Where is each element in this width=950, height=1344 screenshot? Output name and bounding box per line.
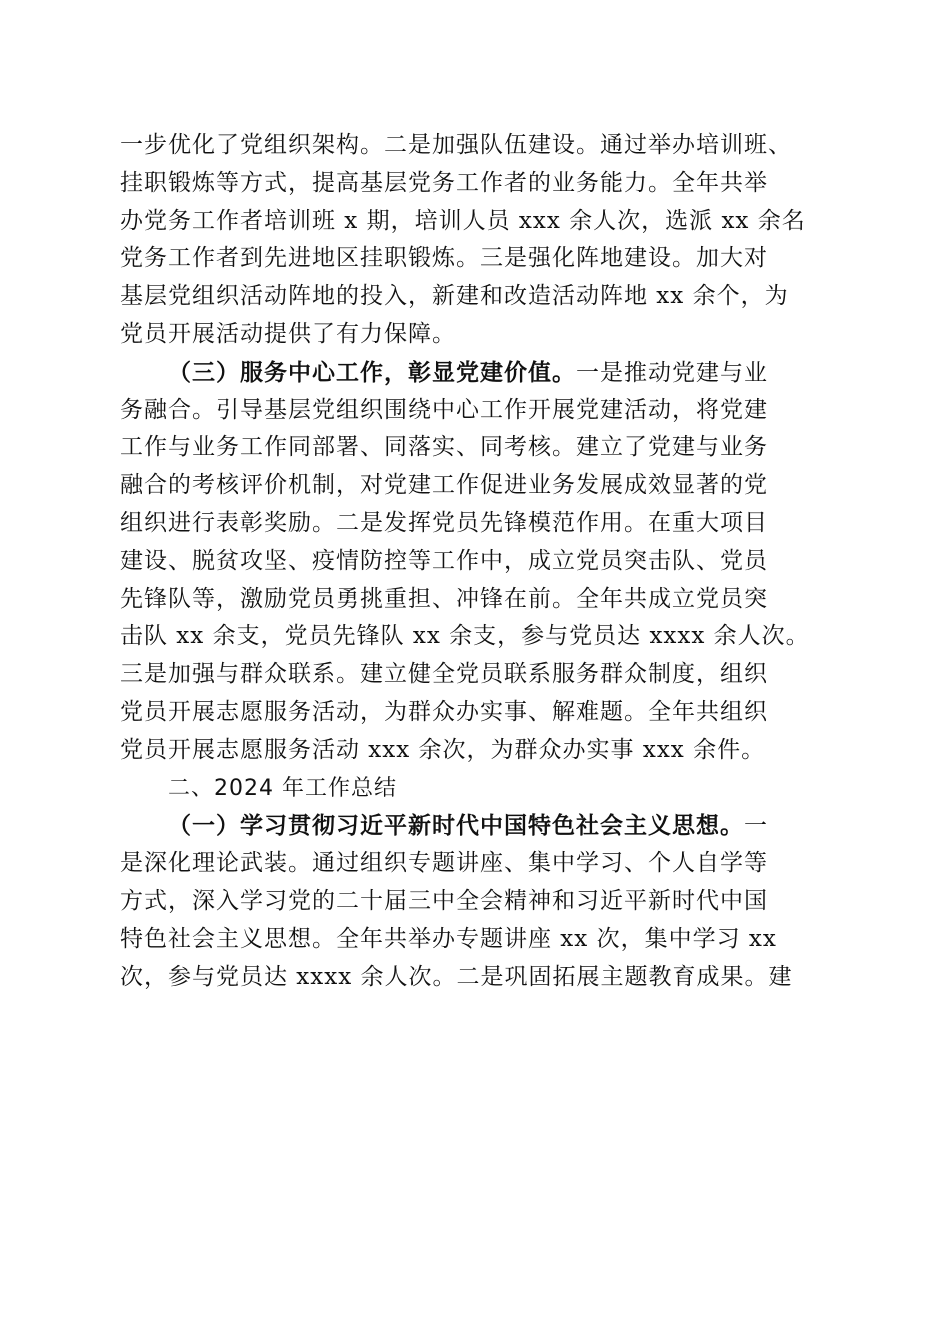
section-3-title: （三）服务中心工作，彰显党建价值。: [168, 358, 576, 386]
body-line: 党员开展志愿服务活动，为群众办实事、解难题。全年共组织: [120, 698, 768, 725]
body-line: 基层党组织活动阵地的投入，新建和改造活动阵地 xx 余个，为: [120, 283, 789, 310]
body-line: 融合的考核评价机制，对党建工作促进业务发展成效显著的党: [120, 472, 768, 499]
body-line: 组织进行表彰奖励。二是发挥党员先锋模范作用。在重大项目: [120, 509, 768, 536]
section-1-title: （一）学习贯彻习近平新时代中国特色社会主义思想。: [168, 812, 744, 840]
body-line: 特色社会主义思想。全年共举办专题讲座 xx 次，集中学习 xx: [120, 925, 777, 952]
body-line: 建设、脱贫攻坚、疫情防控等工作中，成立党员突击队、党员: [120, 547, 768, 574]
body-line: 方式，深入学习党的二十届三中全会精神和习近平新时代中国: [120, 887, 768, 914]
body-line: 次，参与党员达 xxxx 余人次。二是巩固拓展主题教育成果。建: [120, 963, 793, 990]
body-line: 党员开展志愿服务活动 xxx 余次，为群众办实事 xxx 余件。: [120, 736, 766, 763]
document-body: [120, 127, 832, 996]
body-line: 先锋队等，激励党员勇挑重担、冲锋在前。全年共成立党员突: [120, 585, 768, 612]
body-line: 工作与业务工作同部署、同落实、同考核。建立了党建与业务: [120, 434, 768, 461]
body-line: 一步优化了党组织架构。二是加强队伍建设。通过举办培训班、: [120, 132, 792, 158]
section-3-first-text: 一是推动党建与业: [576, 359, 768, 386]
section-3-first-line: [120, 354, 832, 392]
body-line: 党务工作者到先进地区挂职锻炼。三是强化阵地建设。加大对: [120, 245, 768, 272]
body-line: 击队 xx 余支，党员先锋队 xx 余支，参与党员达 xxxx 余人次。: [120, 623, 810, 650]
body-line: 务融合。引导基层党组织围绕中心工作开展党建活动，将党建: [120, 396, 768, 423]
body-line: 三是加强与群众联系。建立健全党员联系服务群众制度，组织: [120, 661, 768, 688]
section-heading-2024: 二、2024 年工作总结: [168, 775, 397, 801]
body-line: 办党务工作者培训班 x 期，培训人员 xxx 余人次，选派 xx 余名: [120, 207, 806, 234]
body-line: 是深化理论武装。通过组织专题讲座、集中学习、个人自学等: [120, 850, 768, 877]
section-1-first-line: [120, 807, 832, 845]
section-1-first-text: 一: [744, 813, 768, 840]
body-line: 挂职锻炼等方式，提高基层党务工作者的业务能力。全年共举: [120, 169, 768, 196]
body-line: 党员开展活动提供了有力保障。: [120, 320, 456, 347]
